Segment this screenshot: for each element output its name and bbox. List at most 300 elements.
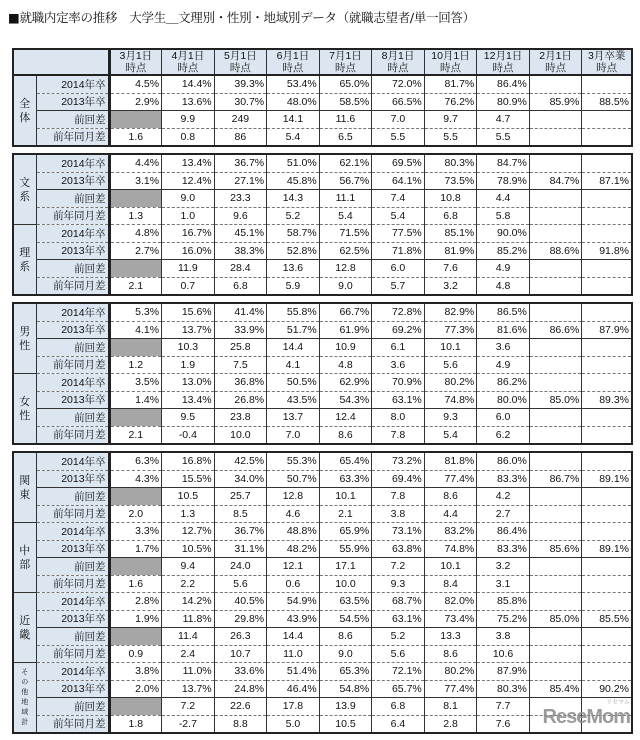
data-cell: 11.4 [162,628,215,646]
data-cell: 1.6 [109,128,162,146]
data-cell: 45.1% [214,225,267,243]
data-cell: 81.7% [424,75,477,93]
data-cell: 81.6% [477,321,530,339]
table-row [13,225,632,243]
data-cell: 50.7% [267,470,320,488]
data-cell [582,303,632,321]
data-cell: 15.6% [162,303,215,321]
data-cell: 73.5% [424,172,477,190]
data-cell: 77.5% [372,225,425,243]
data-cell [582,628,632,646]
row-label: 前年同月差 [36,356,109,374]
data-cell: -2.7 [162,715,215,733]
data-cell: 3.1 [477,575,530,593]
data-cell: 40.5% [214,593,267,611]
table-row [13,523,632,541]
data-cell: 65.3% [319,663,372,681]
data-cell: 91.8% [582,242,632,260]
data-cell: 90.2% [582,680,632,698]
data-cell: 72.8% [372,303,425,321]
data-cell: 8.6 [424,645,477,663]
data-cell [109,190,162,208]
table-row [13,558,632,576]
data-cell: 83.3% [477,540,530,558]
data-cell: 73.4% [424,610,477,628]
data-cell: 85.4% [529,680,582,698]
row-label: 前回差 [36,190,109,208]
data-cell: 10.7 [214,645,267,663]
data-cell: 8.0 [372,409,425,427]
data-cell: 1.4% [109,391,162,409]
data-cell: 9.3 [424,409,477,427]
table-row [13,339,632,357]
data-cell: 7.2 [162,698,215,716]
data-cell: 81.8% [424,452,477,470]
table-row [13,470,632,488]
data-cell: 5.5 [477,128,530,146]
data-cell: 77.3% [424,321,477,339]
data-cell: 5.4 [267,128,320,146]
data-cell: 3.1% [109,172,162,190]
table-section [12,48,633,147]
table-row [13,488,632,506]
data-cell: 63.8% [372,540,425,558]
data-cell [529,154,582,172]
data-cell [582,523,632,541]
data-cell: 8.6 [319,426,372,444]
data-cell: 85.5% [582,610,632,628]
table-row [13,426,632,444]
data-cell: 24.8% [214,680,267,698]
data-cell: 23.3 [214,190,267,208]
data-cell: 7.2 [372,558,425,576]
data-cell [529,374,582,392]
data-cell: 4.8 [477,277,530,295]
data-cell: 10.5 [319,715,372,733]
data-cell: 11.0% [162,663,215,681]
data-cell: 86.2% [477,374,530,392]
row-label: 2013年卒 [36,610,109,628]
data-cell: 51.0% [267,154,320,172]
data-cell: 12.4 [319,409,372,427]
watermark-text: ReseMom [542,706,630,728]
data-cell: 4.6 [267,505,320,523]
data-cell: 5.7 [372,277,425,295]
data-cell: 5.5 [424,128,477,146]
data-cell: 13.7% [162,321,215,339]
data-cell: 12.4% [162,172,215,190]
data-cell [582,488,632,506]
data-cell: 2.1 [109,277,162,295]
data-cell: 7.5 [214,356,267,374]
data-cell: 6.8 [424,207,477,225]
data-cell: 48.2% [267,540,320,558]
data-cell [529,628,582,646]
data-cell: 4.1 [267,356,320,374]
data-cell: 43.9% [267,610,320,628]
data-cell: 58.5% [319,93,372,111]
data-cell: 90.0% [477,225,530,243]
data-cell [582,593,632,611]
data-cell [582,374,632,392]
data-cell: 89.1% [582,470,632,488]
row-label: 前年同月差 [36,645,109,663]
data-cell: 7.4 [372,190,425,208]
data-cell [582,575,632,593]
row-label: 前回差 [36,628,109,646]
data-cell: 3.5% [109,374,162,392]
data-cell: 80.2% [424,663,477,681]
data-cell: 77.4% [424,680,477,698]
row-label: 2014年卒 [36,154,109,172]
data-cell: 2.9% [109,93,162,111]
data-cell [582,339,632,357]
data-cell: 4.4 [424,505,477,523]
data-cell [529,715,582,733]
data-cell: 65.7% [372,680,425,698]
row-label: 2014年卒 [36,374,109,392]
data-cell [582,558,632,576]
data-cell: 69.5% [372,154,425,172]
data-cell [582,225,632,243]
data-cell: 82.9% [424,303,477,321]
data-cell: 87.9% [477,663,530,681]
data-cell: 88.6% [529,242,582,260]
data-cell: 4.4 [477,190,530,208]
data-cell: 2.0 [109,505,162,523]
data-cell [529,558,582,576]
header-row [13,49,632,75]
data-cell: 6.0 [477,409,530,427]
data-cell: 12.8 [267,488,320,506]
data-cell: 2.7 [477,505,530,523]
data-cell [529,488,582,506]
data-cell [582,505,632,523]
row-label: 2013年卒 [36,242,109,260]
data-cell: 9.4 [162,558,215,576]
data-cell: 76.2% [424,93,477,111]
data-cell: 1.2 [109,356,162,374]
data-cell: 89.1% [582,540,632,558]
table-section [12,302,633,445]
row-label: 2014年卒 [36,663,109,681]
data-cell: 86 [214,128,267,146]
data-cell: 62.5% [319,242,372,260]
data-cell: 62.1% [319,154,372,172]
column-header: 12月1日 時点 [477,49,530,75]
data-cell [529,356,582,374]
data-cell: 72.1% [372,663,425,681]
data-cell: 1.0 [162,207,215,225]
data-cell: 17.1 [319,558,372,576]
data-cell [582,111,632,129]
data-cell: 8.4 [424,575,477,593]
data-cell: 81.9% [424,242,477,260]
table-section [12,153,633,296]
data-cell: 10.5% [162,540,215,558]
data-cell: 7.6 [477,715,530,733]
data-cell [109,111,162,129]
data-cell: 14.3 [267,190,320,208]
data-cell: 36.7% [214,154,267,172]
data-cell: 89.3% [582,391,632,409]
group-label: 中 部 [13,523,36,593]
data-cell: 5.8 [477,207,530,225]
data-cell: 74.8% [424,391,477,409]
data-cell: 7.8 [372,488,425,506]
column-header: 5月1日 時点 [214,49,267,75]
table-row [13,303,632,321]
table-row [13,663,632,681]
data-cell: 29.8% [214,610,267,628]
row-label: 2014年卒 [36,75,109,93]
data-cell [582,356,632,374]
data-cell [529,409,582,427]
data-cell: 85.8% [477,593,530,611]
data-cell: 52.8% [267,242,320,260]
data-cell: 2.4 [162,645,215,663]
data-cell: 36.7% [214,523,267,541]
data-cell [582,207,632,225]
data-cell: 28.4 [214,260,267,278]
table-row [13,242,632,260]
data-cell: 24.0 [214,558,267,576]
data-cell: 5.9 [267,277,320,295]
table-row [13,128,632,146]
data-cell: 3.3% [109,523,162,541]
group-label: 女 性 [13,374,36,445]
table-row [13,391,632,409]
data-cell: 12.8 [319,260,372,278]
row-label: 2014年卒 [36,593,109,611]
data-cell: 71.5% [319,225,372,243]
data-cell: 2.2 [162,575,215,593]
data-cell: 10.8 [424,190,477,208]
group-label: 理 系 [13,225,36,296]
data-cell: 66.5% [372,93,425,111]
table-row [13,593,632,611]
data-cell: 51.4% [267,663,320,681]
row-label: 前回差 [36,339,109,357]
data-cell: 63.1% [372,391,425,409]
data-cell: 48.0% [267,93,320,111]
data-cell: 0.8 [162,128,215,146]
data-cell [582,75,632,93]
table-row [13,277,632,295]
data-cell: 58.7% [267,225,320,243]
data-cell: 2.1 [109,426,162,444]
data-cell: 87.1% [582,172,632,190]
data-cell [529,426,582,444]
data-cell: 6.0 [372,260,425,278]
data-cell: 41.4% [214,303,267,321]
data-cell: 10.1 [424,339,477,357]
data-cell: 86.0% [477,452,530,470]
data-cell: 14.4% [162,75,215,93]
data-cell: 13.7 [267,409,320,427]
data-cell: 63.5% [319,593,372,611]
data-cell: 88.5% [582,93,632,111]
data-cell [529,523,582,541]
data-cell: 1.8 [109,715,162,733]
data-cell: 74.8% [424,540,477,558]
data-cell: 5.0 [267,715,320,733]
page-title: ■就職内定率の推移 大学生＿文理別・性別・地域別データ（就職志望者/単一回答） [8,10,475,25]
data-cell: 56.7% [319,172,372,190]
data-cell: 73.2% [372,452,425,470]
data-cell: 12.7% [162,523,215,541]
data-cell: 3.8 [477,628,530,646]
row-label: 前回差 [36,558,109,576]
data-cell: 5.6 [214,575,267,593]
data-cell: 54.9% [267,593,320,611]
data-cell: 75.2% [477,610,530,628]
row-label: 2014年卒 [36,303,109,321]
data-cell: 33.9% [214,321,267,339]
group-label: そ の 他 地 域 計 [13,663,36,734]
data-cell [529,277,582,295]
data-cell: 64.1% [372,172,425,190]
table-row [13,154,632,172]
data-cell: 39.3% [214,75,267,93]
data-cell: 3.6 [477,339,530,357]
data-cell: 86.6% [529,321,582,339]
data-cell: 4.2 [477,488,530,506]
employment-rate-table [12,48,633,740]
data-cell: 86.4% [477,75,530,93]
table-row [13,505,632,523]
data-cell: 2.0% [109,680,162,698]
data-cell: 6.3% [109,452,162,470]
data-cell: 5.6 [372,645,425,663]
data-cell: 23.8 [214,409,267,427]
table-row [13,645,632,663]
data-cell [109,260,162,278]
data-cell: 0.7 [162,277,215,295]
data-cell: 15.5% [162,470,215,488]
data-cell [529,339,582,357]
data-cell: 7.0 [372,111,425,129]
table-row [13,356,632,374]
data-cell: 84.7% [477,154,530,172]
data-cell: 12.1 [267,558,320,576]
row-label: 前回差 [36,111,109,129]
table-row [13,172,632,190]
data-cell [529,190,582,208]
table-row [13,540,632,558]
data-cell: 10.3 [162,339,215,357]
data-cell: 2.1 [319,505,372,523]
data-cell: 50.5% [267,374,320,392]
data-cell [109,698,162,716]
column-header: 3月1日 時点 [109,49,162,75]
data-cell [582,128,632,146]
data-cell [582,409,632,427]
data-cell [529,452,582,470]
data-cell: 3.8 [372,505,425,523]
data-cell: 9.5 [162,409,215,427]
data-cell: 4.4% [109,154,162,172]
data-cell: 5.2 [372,628,425,646]
row-label: 前年同月差 [36,715,109,733]
table-row [13,680,632,698]
data-cell: 66.7% [319,303,372,321]
table-row [13,610,632,628]
column-header: 4月1日 時点 [162,49,215,75]
data-cell: 4.9 [477,356,530,374]
data-cell: 3.2 [424,277,477,295]
data-cell [582,452,632,470]
data-cell: 22.6 [214,698,267,716]
column-header: 7月1日 時点 [319,49,372,75]
data-cell: 6.8 [214,277,267,295]
data-cell: 68.7% [372,593,425,611]
data-cell: 71.8% [372,242,425,260]
data-cell: 5.4 [424,426,477,444]
column-header: 6月1日 時点 [267,49,320,75]
data-cell: 80.3% [477,680,530,698]
data-cell: 54.5% [319,610,372,628]
data-cell: 16.8% [162,452,215,470]
data-cell: 63.1% [372,610,425,628]
data-cell: 55.9% [319,540,372,558]
data-cell: 0.9 [109,645,162,663]
data-cell: 43.5% [267,391,320,409]
data-cell [582,260,632,278]
data-cell [529,75,582,93]
data-cell: 1.3 [162,505,215,523]
data-cell: 26.8% [214,391,267,409]
row-label: 前年同月差 [36,277,109,295]
data-cell: 85.1% [424,225,477,243]
data-cell: 1.7% [109,540,162,558]
data-cell: 78.9% [477,172,530,190]
data-cell: 65.0% [319,75,372,93]
data-cell: 9.0 [319,645,372,663]
data-cell: 10.1 [424,558,477,576]
row-label: 前回差 [36,488,109,506]
data-cell: 82.0% [424,593,477,611]
data-cell: 4.3% [109,470,162,488]
data-cell: 10.9 [319,339,372,357]
data-cell [529,111,582,129]
data-cell: 11.1 [319,190,372,208]
data-cell: 5.3% [109,303,162,321]
data-cell: 10.0 [214,426,267,444]
data-cell [529,698,582,716]
data-cell: 6.4 [372,715,425,733]
data-cell: 14.1 [267,111,320,129]
data-cell: 17.8 [267,698,320,716]
data-cell: 83.3% [477,470,530,488]
data-cell [529,225,582,243]
data-cell [582,645,632,663]
data-cell [582,698,632,716]
group-label: 近 畿 [13,593,36,663]
data-cell: 6.5 [319,128,372,146]
data-cell: 11.8% [162,610,215,628]
data-cell: 4.9 [477,260,530,278]
data-cell: 2.7% [109,242,162,260]
table-row [13,698,632,716]
data-cell: 34.0% [214,470,267,488]
data-cell: 13.6% [162,93,215,111]
data-cell: 3.8% [109,663,162,681]
header-corner [13,49,109,75]
row-label: 前回差 [36,409,109,427]
data-cell [529,303,582,321]
data-cell: 85.0% [529,391,582,409]
